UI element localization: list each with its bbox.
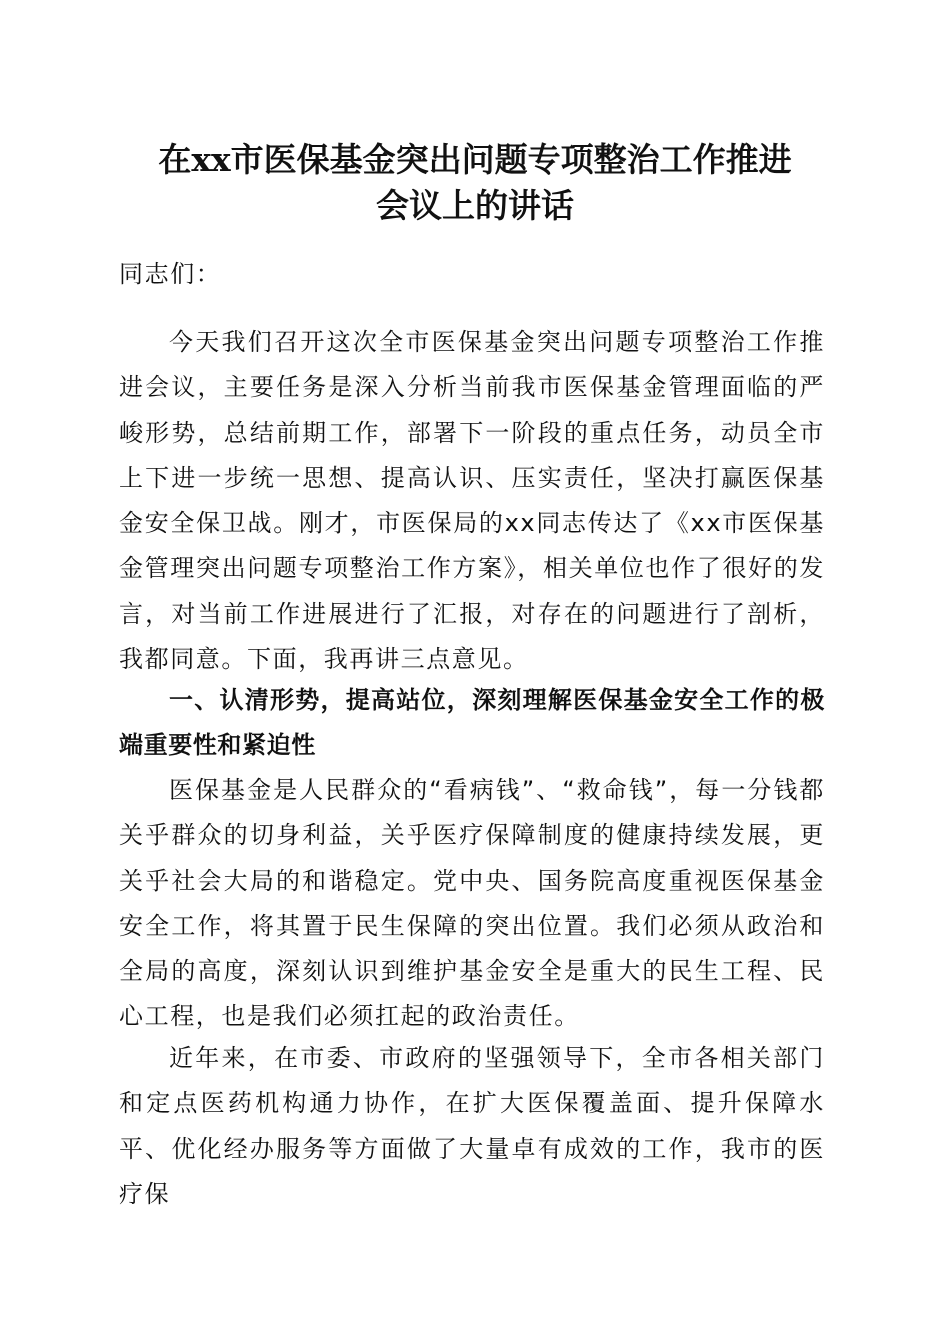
paragraph-recent-years: 近年来，在市委、市政府的坚强领导下，全市各相关部门和定点医药机构通力协作，在扩大医保覆盖面、提升保障水平、优化经办服务等方面做了大量卓有成效的工作，我市的医疗保 [119, 1044, 825, 1208]
paragraph-fund-importance: 医保基金是人民群众的“看病钱”、“救命钱”，每一分钱都关乎群众的切身利益，关乎医疗保障制度的健康持续发展，更关乎社会大局的和谐稳定。党中央、国务院高度重视医保基金安全工作，将其置于民生保障的突出位置。我们必须从政治和全局的高度，深刻认识到维护基金安全是重大的民生工程、民心工程，也是我们必须扛起的政治责任。 [119, 776, 825, 1031]
document-title-line-2: 会议上的讲话 [376, 186, 574, 225]
paragraph-opening: 今天我们召开这次全市医保基金突出问题专项整治工作推进会议，主要任务是深入分析当前我市医保基金管理面临的严峻形势，总结前期工作，部署下一阶段的重点任务，动员全市上下进一步统一思想、提高认识、压实责任，坚决打赢医保基金安全保卫战。刚才，市医保局的xx同志传达了《xx市医保基金管理突出问题专项整治工作方案》，相关单位也作了很好的发言，对当前工作进展进行了汇报，对存在的问题进行了剖析，我都同意。下面，我再讲三点意见。 [119, 328, 825, 674]
document-title-line-1: 在xx市医保基金突出问题专项整治工作推进 [158, 140, 792, 179]
section-heading-1: 一、认清形势，提高站位，深刻理解医保基金安全工作的极端重要性和紧迫性 [119, 686, 825, 760]
salutation: 同志们： [119, 260, 222, 288]
